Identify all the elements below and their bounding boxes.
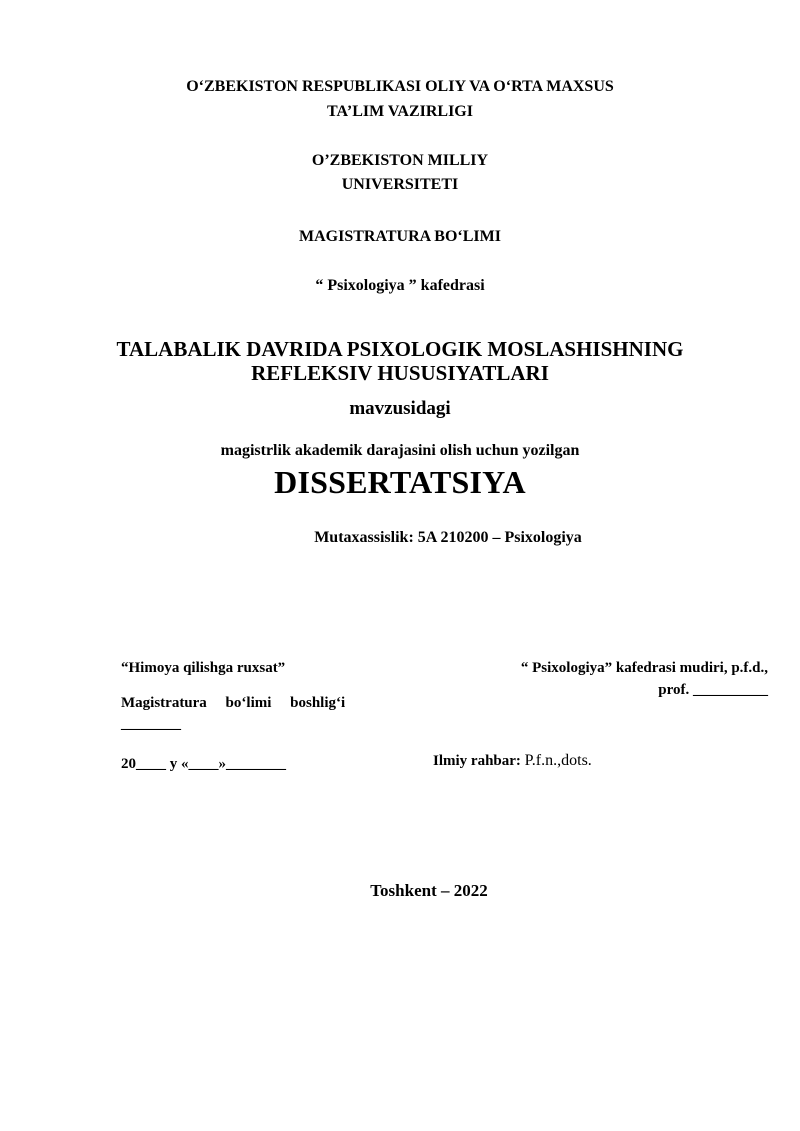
- topic-line-2: REFLEKSIV HUSUSIYATLARI: [251, 361, 549, 385]
- ministry-line-2: TA’LIM VAZIRLIGI: [327, 103, 473, 120]
- chair-head-line-1: “ Psixologiya” kafedrasi mudiri, p.f.d.,: [520, 660, 768, 676]
- department-head-signature: ________: [121, 716, 181, 732]
- specialty-line: Mutaxassislik: 5A 210200 – Psixologiya: [314, 529, 582, 546]
- date-line: 20____ y «____»________: [121, 756, 286, 772]
- city-year: Toshkent – 2022: [370, 881, 488, 900]
- university-line-2: UNIVERSITETI: [341, 176, 459, 193]
- ministry-line-1: O‘ZBEKISTON RESPUBLIKASI OLIY VA O‘RTA MAXSUS: [186, 78, 614, 95]
- department-head-label: Magistratura bo‘limi boshlig‘i: [121, 695, 346, 711]
- document-type: DISSERTATSIYA: [274, 464, 526, 500]
- university-line-1: O’ZBEKISTON MILLIY: [311, 152, 489, 169]
- purpose-line: magistrlik akademik darajasini olish uchun yozilgan: [220, 442, 580, 459]
- advisor-line: [433, 752, 592, 770]
- chair-head-line-2: prof. __________: [658, 682, 768, 698]
- permission-label: “Himoya qilishga ruxsat”: [121, 660, 286, 676]
- department-title: MAGISTRATURA BO‘LIMI: [299, 228, 501, 245]
- advisor-label: Ilmiy rahbar:: [433, 753, 521, 769]
- advisor-value: P.f.n.,dots.: [524, 752, 592, 769]
- chair-title: “ Psixologiya ” kafedrasi: [315, 277, 485, 294]
- topic-suffix: mavzusidagi: [349, 398, 451, 419]
- topic-line-1: TALABALIK DAVRIDA PSIXOLOGIK MOSLASHISHNING: [116, 337, 684, 361]
